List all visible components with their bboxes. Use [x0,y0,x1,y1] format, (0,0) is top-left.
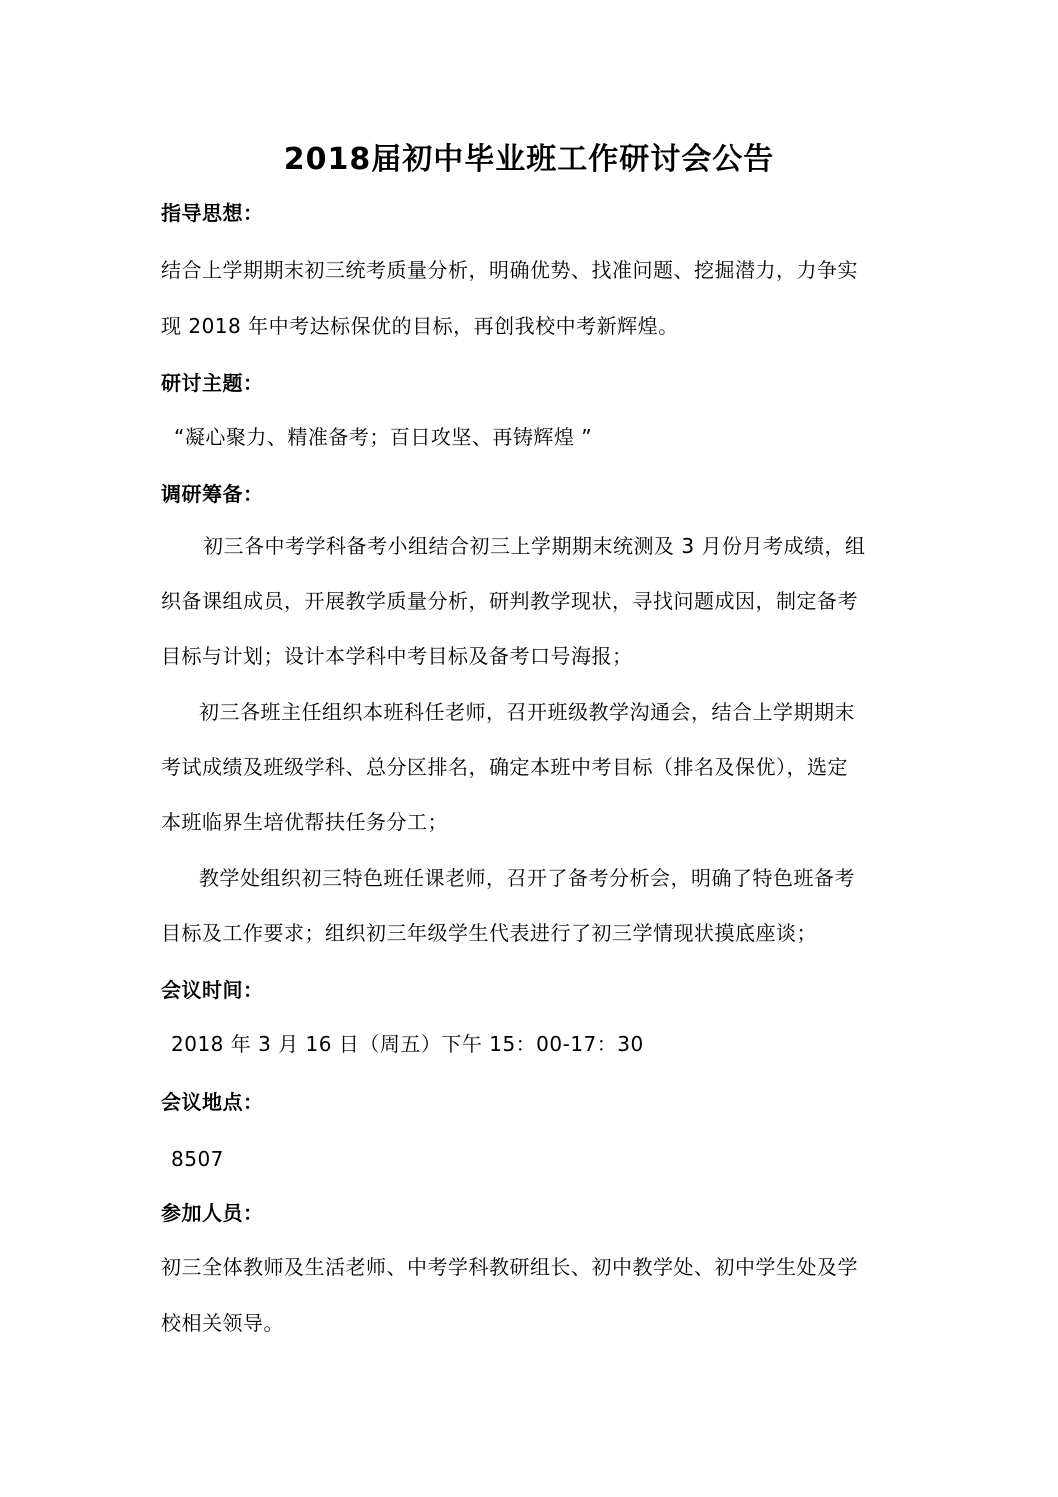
preparation-paragraph-line: 目标与计划；设计本学科中考目标及备考口号海报； [161,644,633,668]
guiding-thought-line: 结合上学期期末初三统考质量分析，明确优势、找准问题、挖掘潜力，力争实 [161,258,858,282]
preparation-heading: 调研筹备： [161,482,264,506]
attendees-heading: 参加人员： [161,1201,264,1225]
attendees-line: 校相关领导。 [161,1311,284,1335]
preparation-paragraph-line: 目标及工作要求；组织初三年级学生代表进行了初三学情现状摸底座谈； [161,921,817,945]
preparation-paragraph-line: 考试成绩及班级学科、总分区排名，确定本班中考目标（排名及保优），选定 [161,755,848,779]
guiding-thought-heading: 指导思想： [161,201,264,225]
preparation-paragraph-line: 本班临界生培优帮扶任务分工； [161,810,448,834]
meeting-time-heading: 会议时间： [161,978,264,1002]
attendees-line: 初三全体教师及生活老师、中考学科教研组长、初中教学处、初中学生处及学 [161,1255,858,1279]
meeting-time-text: 2018 年 3 月 16 日（周五）下午 15：00-17：30 [171,1032,644,1056]
guiding-thought-line: 现 2018 年中考达标保优的目标，再创我校中考新辉煌。 [161,314,679,338]
meeting-place-text: 8507 [171,1147,224,1171]
theme-heading: 研讨主题： [161,371,264,395]
preparation-paragraph-line: 织备课组成员，开展教学质量分析，研判教学现状，寻找问题成因，制定备考 [161,589,858,613]
preparation-paragraph-line: 初三各中考学科备考小组结合初三上学期期末统测及 3 月份月考成绩，组 [203,534,866,558]
preparation-paragraph-line: 教学处组织初三特色班任课老师，召开了备考分析会，明确了特色班备考 [199,866,855,890]
theme-text: “凝心聚力、精准备考；百日攻坚、再铸辉煌 ” [174,425,593,449]
preparation-paragraph-line: 初三各班主任组织本班科任老师，召开班级教学沟通会，结合上学期期末 [199,700,855,724]
meeting-place-heading: 会议地点： [161,1090,264,1114]
document-title: 2018届初中毕业班工作研讨会公告 [283,142,775,177]
